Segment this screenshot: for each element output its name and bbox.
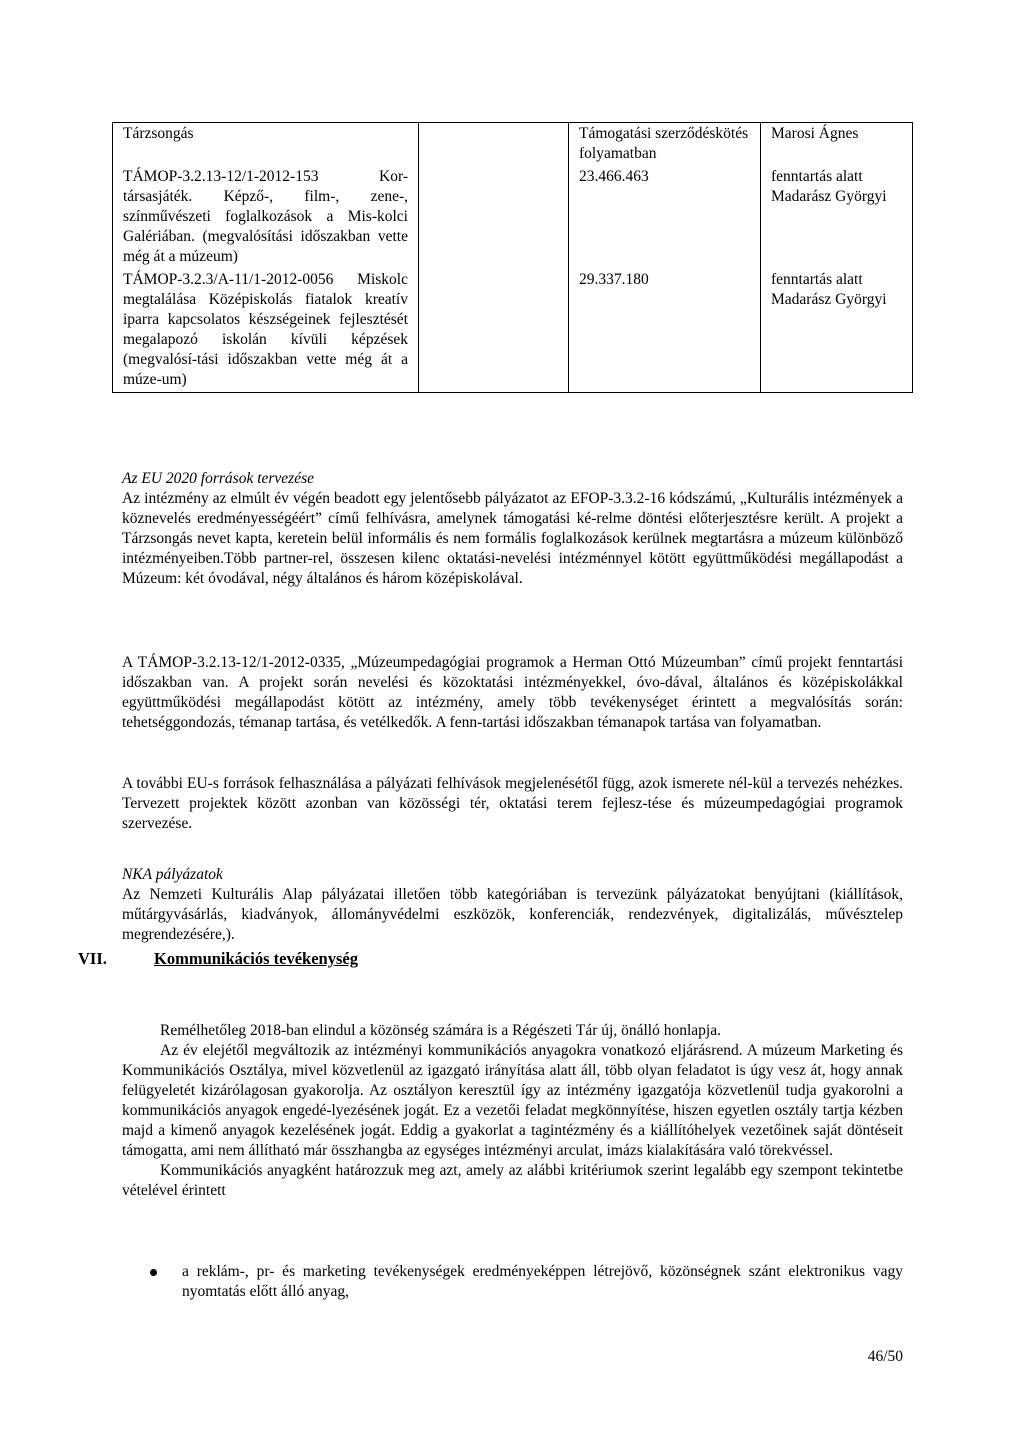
communication-section: [122, 1021, 903, 1201]
amount-cell: 29.337.180: [569, 269, 761, 393]
table-row: [113, 123, 913, 167]
empty-cell: [419, 269, 569, 393]
project-name-cell: Tárzsongás: [113, 123, 419, 167]
criteria-list: [122, 1262, 903, 1302]
eu-paragraph-2-block: [122, 653, 903, 733]
list-item-text: a reklám-, pr- és marketing tevékenységek eredményeképpen létrejövő, közönségnek szánt elektronikus vagy nyomtatás előtt álló anyag,: [182, 1263, 903, 1300]
eu-section: [122, 469, 903, 589]
status-cell: fenntartás alatt Madarász Györgyi: [761, 166, 913, 269]
section-heading: [78, 949, 908, 973]
empty-cell: [419, 123, 569, 167]
table-row: [113, 166, 913, 269]
section-title: Kommunikációs tevékenység: [154, 949, 358, 968]
comm-paragraph-2: Az év elejétől megváltozik az intézményi kommunikációs anyagokra vonatkozó eljárásrend. A múzeum Marketing és Kommunikációs Osztálya, mivel közvetlenül az igazgató irányítása alatt áll, több olyan feladatot is úgy vesz át, hogy annak felügyeletét kizárólagosan gyakorolja. Az osztályon keresztül így az intézmény igazgatója közvetlenül tudja gyakorolni a kommunikációs anyagok engedé-lyezésének jogát. Ez a vezetői feladat megkönnyítése, hiszen egyetlen osztály tartja kézben majd a kimenő anyagok kezelésének jogát. Eddig a gyakorlat a tagintézmény és a kiállítóhelyek vezetőinek saját döntéseit támogatta, ami nem állítható már összhangba az egységes intézményi arculat, imázs kialakítására való törekvéssel.: [122, 1042, 903, 1159]
bullet-icon: [150, 1269, 157, 1276]
empty-cell: [419, 166, 569, 269]
eu-paragraph-2: A TÁMOP-3.2.13-12/1-2012-0335, „Múzeumpedagógiai programok a Herman Ottó Múzeumban” című projekt fenntartási időszakban van. A projekt során nevelési és közoktatási intézményekkel, óvo-dával, általános és középiskolákkal együttműködési megállapodást kötött az intézmény, amely több tevékenységet érintett a megvalósítás során: tehetséggondozás, témanap tartása, és vetélkedők. A fenn-tartási időszakban témanapok tartása van folyamatban.: [122, 654, 903, 731]
comm-paragraph-3: Kommunikációs anyagként határozzuk meg azt, amely az alábbi kritériumok szerint legalább egy szempont tekintetbe vételével érintett: [122, 1162, 903, 1199]
project-name-cell: TÁMOP-3.2.3/A-11/1-2012-0056 Miskolc megtalálása Középiskolás fiatalok kreatív iparra kapcsolatos készségeinek fejlesztését megalapozó iskolán kívüli képzések (megvalósí-tási időszakban vette még át a múze-um): [113, 269, 419, 393]
list-item: [122, 1262, 903, 1302]
comm-paragraph-1: Remélhetőleg 2018-ban elindul a közönség számára is a Régészeti Tár új, önálló honlapja.: [160, 1022, 721, 1039]
eu-heading: Az EU 2020 források tervezése: [122, 470, 314, 487]
table-row: [113, 269, 913, 393]
amount-cell: 23.466.463: [569, 166, 761, 269]
status-cell: fenntartás alatt Madarász Györgyi: [761, 269, 913, 393]
nka-section: [122, 865, 903, 945]
eu-paragraph-3: A további EU-s források felhasználása a pályázati felhívások megjelenésétől függ, azok ismerete nél-kül a tervezés nehézkes. Tervezett projektek között azonban van közösségi tér, oktatási terem fejlesz-tése és múzeumpedagógiai programok szervezése.: [122, 775, 903, 832]
amount-cell: Támogatási szerződéskötés folyamatban: [569, 123, 761, 167]
page-number: 46/50: [867, 1348, 903, 1365]
section-number: VII.: [78, 949, 107, 968]
projects-table: [112, 122, 913, 393]
project-name-cell: TÁMOP-3.2.13-12/1-2012-153 Kor-társasjáték. Képző-, film-, zene-, színművészeti foglalkozások a Mis-kolci Galériában. (megvalósítási időszakban vette még át a múzeum): [113, 166, 419, 269]
eu-paragraph-1: Az intézmény az elmúlt év végén beadott egy jelentősebb pályázatot az EFOP-3.3.2-16 kódszámú, „Kulturális intézmények a köznevelés eredményességéért” című felhívásra, amelynek támogatási ké-relme döntési előterjesztésre került. A projekt a Tárzsongás nevet kapta, keretein belül informális és nem formális foglalkozások kerülnek megtartásra a múzeum különböző intézményeiben.Több partner-rel, összesen kilenc oktatási-nevelési intézménnyel kötött együttműködési megállapodást a Múzeum: két óvodával, négy általános és három középiskolával.: [122, 490, 903, 587]
eu-paragraph-3-block: [122, 774, 903, 834]
nka-paragraph: Az Nemzeti Kulturális Alap pályázatai illetően több kategóriában is tervezünk pályázatokat benyújtani (kiállítások, műtárgyvásárlás, kiadványok, állományvédelmi eszközök, konferenciák, rendezvények, digitalizálás, művésztelep megrendezésére,).: [122, 886, 903, 943]
nka-heading: NKA pályázatok: [122, 866, 223, 883]
status-cell: Marosi Ágnes: [761, 123, 913, 167]
